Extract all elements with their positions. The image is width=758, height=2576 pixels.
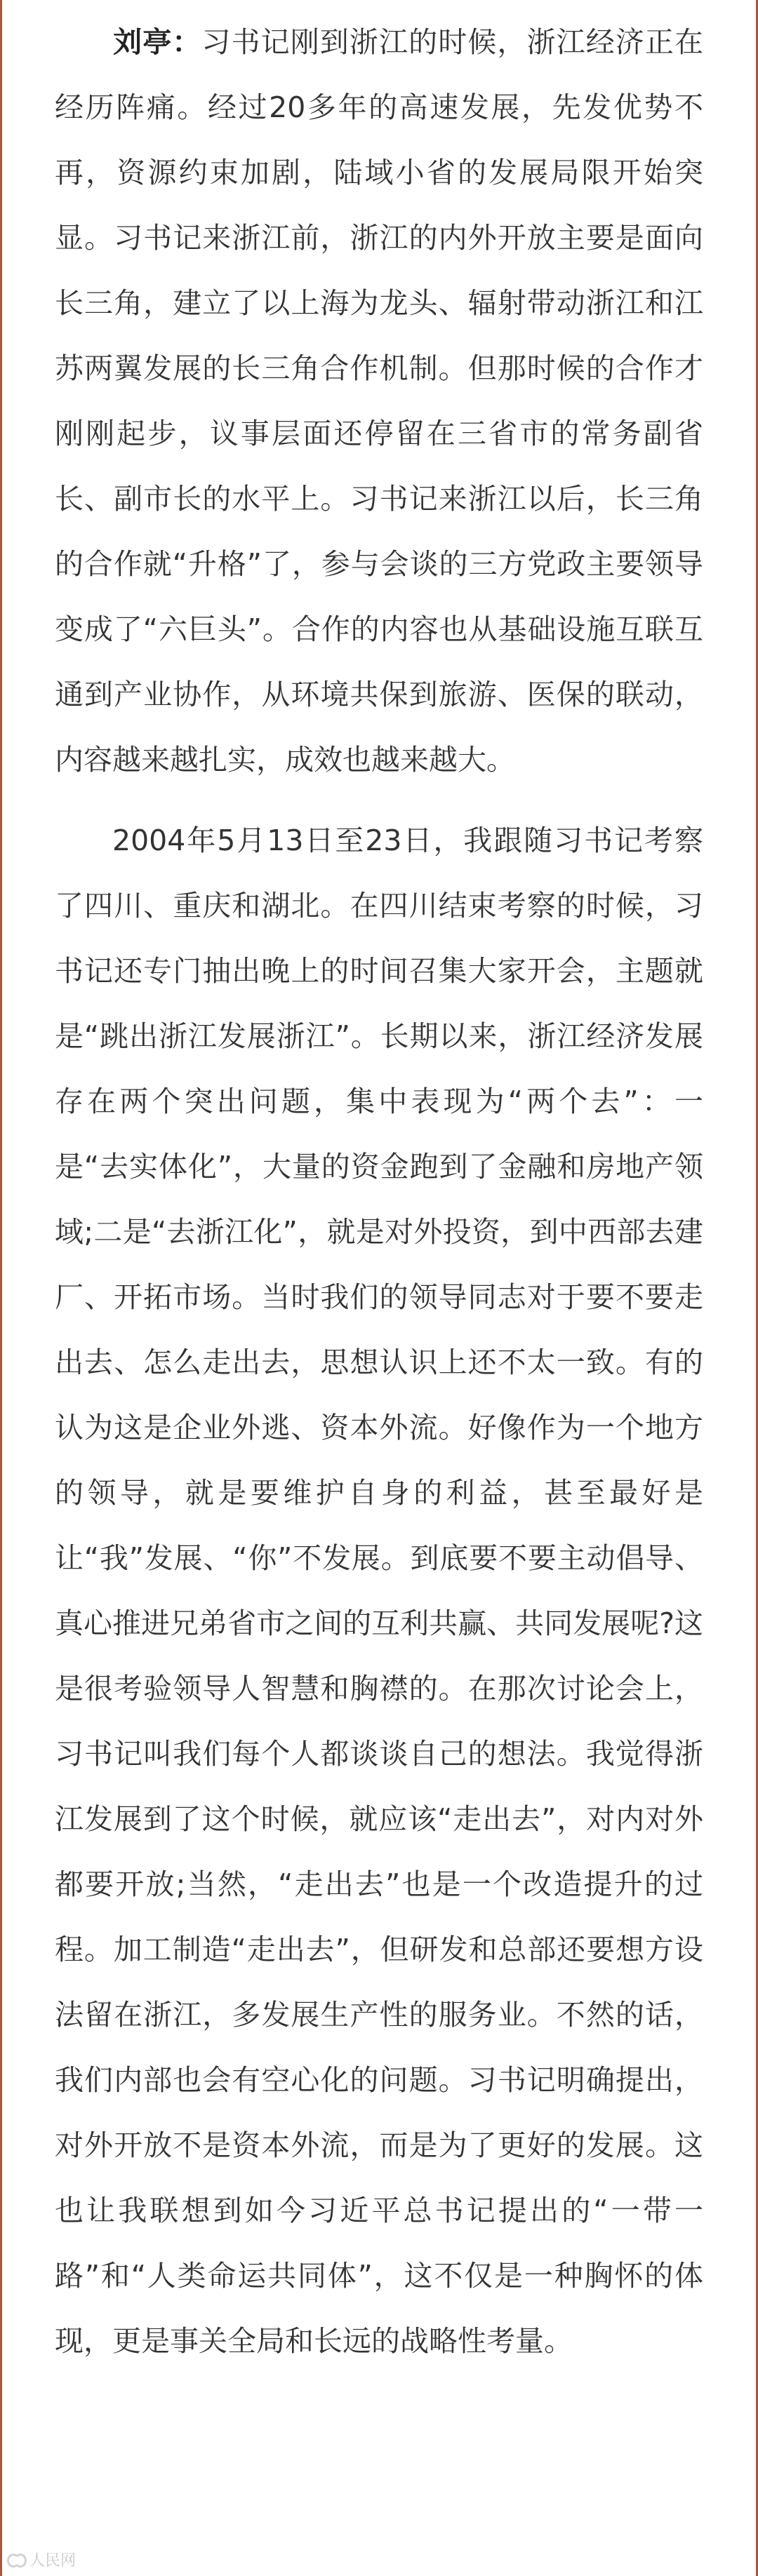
left-border-line xyxy=(0,0,2,2576)
speaker-name: 刘亭： xyxy=(112,25,202,59)
paragraph-1-text: 习书记刚到浙江的时候，浙江经济正在经历阵痛。经过20多年的高速发展，先发优势不再，资源约束加剧，陆域小省的发展局限开始突显。习书记来浙江前，浙江的内外开放主要是面向长三角，建立了以上海为龙头、辐射带动浙江和江苏两翼发展的长三角合作机制。但那时候的合作才刚刚起步，议事层面还停留在三省市的常务副省长、副市长的水平上。习书记来浙江以后，长三角的合作就“升格”了，参与会谈的三方党政主要领导变成了“六巨头”。合作的内容也从基础设施互联互通到产业协作，从环境共保到旅游、医保的联动，内容越来越扎实，成效也越来越大。 xyxy=(55,25,704,777)
watermark xyxy=(7,2549,76,2570)
paragraph-2-text: 2004年5月13日至23日，我跟随习书记考察了四川、重庆和湖北。在四川结束考察的时候，习书记还专门抽出晚上的时间召集大家开会，主题就是“跳出浙江发展浙江”。长期以来，浙江经济发展存在两个突出问题，集中表现为“两个去”：一是“去实体化”，大量的资金跑到了金融和房地产领域;二是“去浙江化”，就是对外投资，到中西部去建厂、开拓市场。当时我们的领导同志对于要不要走出去、怎么走出去，思想认识上还不太一致。有的认为这是企业外逃、资本外流。好像作为一个地方的领导，就是要维护自身的利益，甚至最好是让“我”发展、“你”不发展。到底要不要主动倡导、真心推进兄弟省市之间的互利共赢、共同发展呢?这是很考验领导人智慧和胸襟的。在那次讨论会上，习书记叫我们每个人都谈谈自己的想法。我觉得浙江发展到了这个时候，就应该“走出去”，对内对外都要开放;当然，“走出去”也是一个改造提升的过程。加工制造“走出去”，但研发和总部还要想方设法留在浙江，多发展生产性的服务业。不然的话，我们内部也会有空心化的问题。习书记明确提出，对外开放不是资本外流，而是为了更好的发展。这也让我联想到如今习近平总书记提出的“一带一路”和“人类命运共同体”，这不仅是一种胸怀的体现，更是事关全局和长远的战略性考量。 xyxy=(55,824,703,2358)
article-body xyxy=(55,0,703,2374)
paragraph-2 xyxy=(55,808,703,2374)
paragraph-1 xyxy=(55,10,703,793)
watermark-text: 人民网 xyxy=(29,2552,77,2570)
watermark-logo-icon xyxy=(7,2552,25,2568)
